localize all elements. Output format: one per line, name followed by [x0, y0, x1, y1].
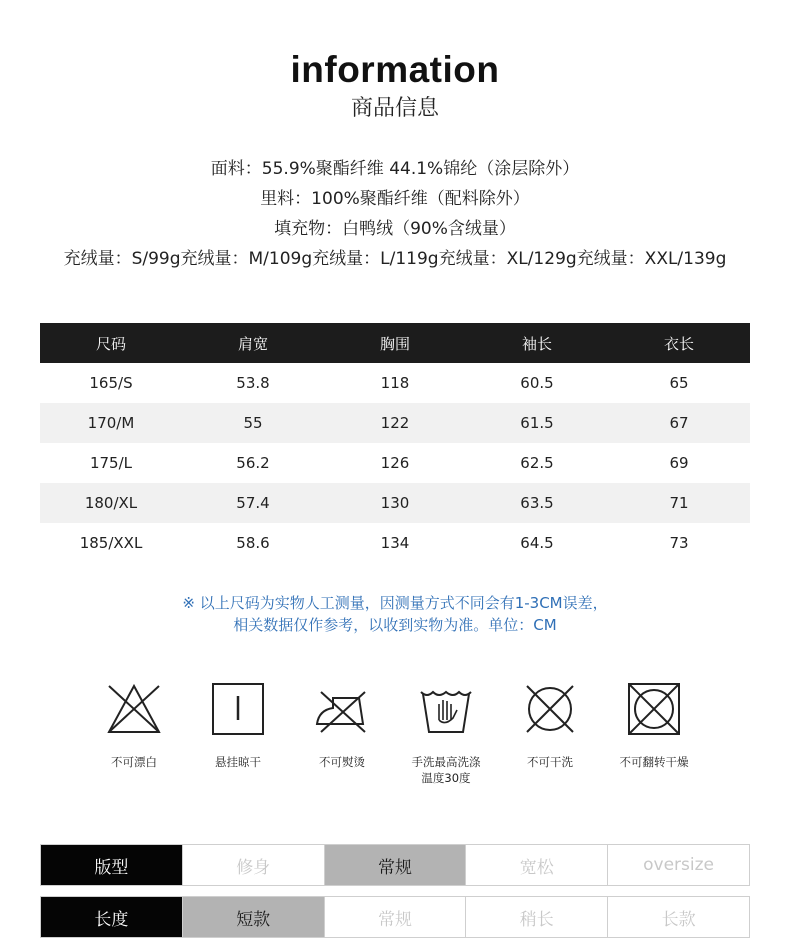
no-iron-icon — [313, 680, 371, 738]
fill-weight-line: 充绒量：S/99g充绒量：M/109g充绒量：L/119g充绒量：XL/129g充绒量：XXL/139g — [63, 249, 727, 269]
length-selector — [40, 896, 750, 938]
table-row — [40, 403, 750, 443]
table-cell: 130 — [324, 483, 466, 523]
table-row — [40, 363, 750, 403]
table-cell: 180/XL — [40, 483, 182, 523]
care-item-no-dry-clean — [500, 680, 600, 786]
table-cell: 58.6 — [236, 534, 270, 552]
table-cell: 67 — [608, 403, 750, 443]
table-cell: 63.5 — [466, 483, 608, 523]
table-cell: 71 — [608, 483, 750, 523]
table-cell: 122 — [324, 403, 466, 443]
care-item-hand-wash — [396, 680, 496, 786]
table-row — [40, 523, 750, 563]
fit-option-regular: 常规 — [324, 845, 466, 885]
header-sleeve: 袖长 — [466, 323, 608, 363]
care-label: 不可漂白 — [111, 755, 157, 769]
care-label: 不可翻转干燥 — [619, 755, 689, 769]
fit-option-loose: 宽松 — [465, 845, 607, 885]
table-cell: 53.8 — [236, 374, 270, 392]
header-shoulder: 肩宽 — [182, 323, 324, 363]
length-option-short: 短款 — [182, 897, 324, 937]
no-bleach-icon — [105, 680, 163, 738]
note-line-1: ※ 以上尺码为实物人工测量，因测量方式不同会有1-3CM误差， — [182, 594, 608, 612]
table-cell: 61.5 — [466, 403, 608, 443]
table-cell: 73 — [669, 534, 689, 552]
hand-wash-icon — [417, 680, 475, 738]
measurement-note — [0, 592, 790, 636]
length-option-slightly-long: 稍长 — [465, 897, 607, 937]
table-row — [40, 483, 750, 523]
care-item-no-iron — [292, 680, 392, 786]
care-label: 不可熨烫 — [319, 755, 365, 769]
care-label: 不可干洗 — [527, 755, 573, 769]
care-item-no-bleach — [84, 680, 184, 786]
care-item-no-tumble-dry — [604, 680, 704, 786]
lining-line: 里料：100%聚酯纤维（配料除外） — [260, 189, 530, 209]
length-option-long: 长款 — [607, 897, 749, 937]
table-cell: 55 — [182, 403, 324, 443]
care-instructions — [84, 680, 704, 786]
table-cell: 57.4 — [182, 483, 324, 523]
care-item-hang-dry — [188, 680, 288, 786]
table-cell: 62.5 — [520, 454, 554, 472]
length-label: 长度 — [41, 897, 182, 937]
table-cell: 118 — [380, 374, 410, 392]
fit-option-oversize: oversize — [607, 845, 749, 885]
note-line-2: 相关数据仅作参考，以收到实物为准。单位：CM — [233, 616, 557, 634]
material-info — [0, 154, 790, 274]
care-label: 悬挂晾干 — [215, 755, 261, 769]
size-table-header — [40, 323, 750, 363]
length-option-regular: 常规 — [324, 897, 466, 937]
table-cell: 126 — [380, 454, 410, 472]
care-label: 手洗最高洗涤温度30度 — [411, 755, 481, 785]
table-cell: 65 — [669, 374, 689, 392]
hang-dry-icon — [209, 680, 267, 738]
size-table — [40, 323, 750, 563]
table-row — [40, 443, 750, 483]
no-tumble-dry-icon — [625, 680, 683, 738]
no-dry-clean-icon — [521, 680, 579, 738]
header-chest: 胸围 — [324, 323, 466, 363]
fit-selector — [40, 844, 750, 886]
header-length: 衣长 — [608, 323, 750, 363]
table-cell: 134 — [380, 534, 410, 552]
fit-label: 版型 — [41, 845, 182, 885]
table-cell: 60.5 — [520, 374, 554, 392]
fit-option-slim: 修身 — [182, 845, 324, 885]
table-cell: 185/XXL — [79, 534, 143, 552]
table-cell: 69 — [669, 454, 689, 472]
table-cell: 170/M — [40, 403, 182, 443]
page-subtitle: 商品信息 — [350, 96, 439, 121]
table-cell: 165/S — [89, 374, 133, 392]
table-cell: 175/L — [89, 454, 133, 472]
table-cell: 64.5 — [520, 534, 554, 552]
page-title: information — [290, 49, 500, 90]
fabric-line: 面料：55.9%聚酯纤维 44.1%锦纶（涂层除外） — [210, 159, 580, 179]
header-size: 尺码 — [40, 323, 182, 363]
table-cell: 56.2 — [236, 454, 270, 472]
filling-line: 填充物：白鸭绒（90%含绒量） — [274, 219, 516, 239]
